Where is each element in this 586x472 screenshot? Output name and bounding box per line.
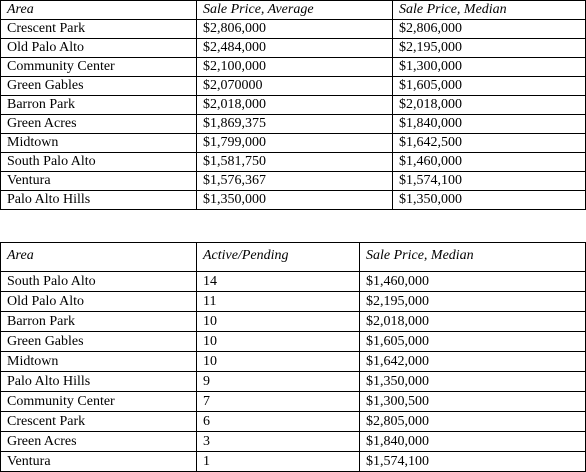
header-sale-price-average: Sale Price, Average: [197, 1, 393, 20]
average-price-cell: $2,070000: [197, 77, 393, 96]
table-header-row: [1, 1, 586, 20]
table-row: [1, 172, 586, 191]
active-pending-cell: 7: [197, 392, 360, 412]
area-cell: Barron Park: [1, 312, 197, 332]
table-row: [1, 372, 586, 392]
median-price-cell: $2,805,000: [360, 412, 586, 432]
table-header-row: [1, 243, 586, 272]
median-price-cell: $2,195,000: [360, 292, 586, 312]
median-price-cell: $1,840,000: [393, 115, 586, 134]
active-pending-cell: 10: [197, 312, 360, 332]
median-price-cell: $2,806,000: [393, 20, 586, 39]
area-cell: Community Center: [1, 58, 197, 77]
header-area: Area: [1, 1, 197, 20]
median-price-cell: $1,574,100: [360, 452, 586, 472]
header-sale-price-median: Sale Price, Median: [393, 1, 586, 20]
table-row: [1, 392, 586, 412]
median-price-cell: $1,350,000: [393, 191, 586, 210]
header-active-pending: Active/Pending: [197, 243, 360, 272]
area-cell: Old Palo Alto: [1, 39, 197, 58]
table-row: [1, 272, 586, 292]
header-area: Area: [1, 243, 197, 272]
table-row: [1, 115, 586, 134]
area-cell: Crescent Park: [1, 20, 197, 39]
median-price-cell: $2,018,000: [393, 96, 586, 115]
active-pending-cell: 1: [197, 452, 360, 472]
active-pending-table: [0, 242, 586, 472]
active-pending-cell: 6: [197, 412, 360, 432]
sale-price-average-median-table: [0, 0, 586, 210]
active-pending-cell: 14: [197, 272, 360, 292]
active-pending-cell: 10: [197, 352, 360, 372]
median-price-cell: $1,300,000: [393, 58, 586, 77]
active-pending-cell: 11: [197, 292, 360, 312]
median-price-cell: $1,605,000: [360, 332, 586, 352]
average-price-cell: $1,576,367: [197, 172, 393, 191]
table-row: [1, 432, 586, 452]
area-cell: Midtown: [1, 134, 197, 153]
table-row: [1, 332, 586, 352]
median-price-cell: $1,642,000: [360, 352, 586, 372]
table-row: [1, 96, 586, 115]
active-pending-cell: 3: [197, 432, 360, 452]
area-cell: Community Center: [1, 392, 197, 412]
median-price-cell: $1,460,000: [360, 272, 586, 292]
average-price-cell: $2,806,000: [197, 20, 393, 39]
table-row: [1, 292, 586, 312]
average-price-cell: $2,018,000: [197, 96, 393, 115]
area-cell: Barron Park: [1, 96, 197, 115]
table-row: [1, 77, 586, 96]
table-row: [1, 412, 586, 432]
average-price-cell: $1,581,750: [197, 153, 393, 172]
area-cell: Palo Alto Hills: [1, 372, 197, 392]
median-price-cell: $1,460,000: [393, 153, 586, 172]
average-price-cell: $1,350,000: [197, 191, 393, 210]
active-pending-cell: 9: [197, 372, 360, 392]
area-cell: Green Gables: [1, 77, 197, 96]
average-price-cell: $1,799,000: [197, 134, 393, 153]
median-price-cell: $1,642,500: [393, 134, 586, 153]
area-cell: Green Gables: [1, 332, 197, 352]
header-sale-price-median: Sale Price, Median: [360, 243, 586, 272]
table-row: [1, 153, 586, 172]
area-cell: Ventura: [1, 172, 197, 191]
table-row: [1, 39, 586, 58]
area-cell: Old Palo Alto: [1, 292, 197, 312]
table-row: [1, 134, 586, 153]
area-cell: Ventura: [1, 452, 197, 472]
table-row: [1, 58, 586, 77]
area-cell: Green Acres: [1, 115, 197, 134]
median-price-cell: $1,840,000: [360, 432, 586, 452]
area-cell: South Palo Alto: [1, 272, 197, 292]
median-price-cell: $1,574,100: [393, 172, 586, 191]
median-price-cell: $2,018,000: [360, 312, 586, 332]
active-pending-cell: 10: [197, 332, 360, 352]
table-row: [1, 191, 586, 210]
average-price-cell: $2,100,000: [197, 58, 393, 77]
median-price-cell: $1,300,500: [360, 392, 586, 412]
median-price-cell: $1,350,000: [360, 372, 586, 392]
area-cell: South Palo Alto: [1, 153, 197, 172]
table-row: [1, 20, 586, 39]
median-price-cell: $1,605,000: [393, 77, 586, 96]
area-cell: Crescent Park: [1, 412, 197, 432]
area-cell: Palo Alto Hills: [1, 191, 197, 210]
average-price-cell: $2,484,000: [197, 39, 393, 58]
average-price-cell: $1,869,375: [197, 115, 393, 134]
area-cell: Midtown: [1, 352, 197, 372]
table-row: [1, 352, 586, 372]
area-cell: Green Acres: [1, 432, 197, 452]
median-price-cell: $2,195,000: [393, 39, 586, 58]
table-row: [1, 312, 586, 332]
